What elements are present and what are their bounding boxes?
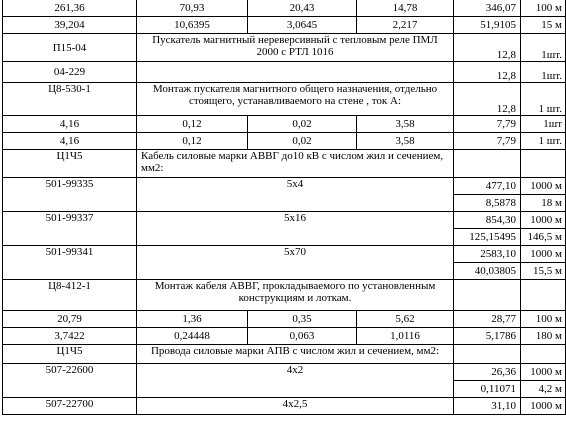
value-c: 0,35: [248, 311, 357, 328]
value-total: 28,77: [454, 311, 521, 328]
value-b: 10,6395: [137, 17, 248, 34]
table-row: [3, 212, 566, 229]
unit-cell: 18 м: [521, 195, 566, 212]
price-cell: 26,36: [454, 364, 521, 381]
code-cell: Ц8-530-1: [3, 83, 137, 116]
value-c: 20,43: [248, 0, 357, 17]
table-row: [3, 246, 566, 263]
unit-cell: 100 м: [521, 311, 566, 328]
table-row: [3, 345, 566, 364]
unit-cell: 1000 м: [521, 178, 566, 195]
price-cell: 2583,10: [454, 246, 521, 263]
code-cell: 04-229: [3, 62, 137, 83]
code-cell: Ц1Ч5: [3, 345, 137, 364]
unit-cell: 1шт: [521, 116, 566, 133]
value-c: 0,063: [248, 328, 357, 345]
value-b: 0,12: [137, 116, 248, 133]
value-total: 7,79: [454, 133, 521, 150]
unit-cell: 1шт.: [521, 62, 566, 83]
value-a: 3,7422: [3, 328, 137, 345]
code-cell: Ц1Ч5: [3, 150, 137, 178]
spec-cell: 5x70: [137, 246, 454, 280]
description-cell: [137, 62, 454, 83]
spec-cell: 4x2,5: [137, 398, 454, 415]
unit-cell: 1000 м: [521, 398, 566, 415]
table-row: [3, 150, 566, 178]
price-cell: 854,30: [454, 212, 521, 229]
price-cell: [454, 280, 521, 311]
unit-cell: 1шт.: [521, 34, 566, 62]
price-cell: 8,5878: [454, 195, 521, 212]
table-row: [3, 178, 566, 195]
spec-cell: 5x16: [137, 212, 454, 246]
unit-cell: [521, 150, 566, 178]
unit-cell: 100 м: [521, 0, 566, 17]
description-cell: Провода силовые марки АПВ с числом жил и сечением, мм2:: [137, 345, 454, 364]
table-row: [3, 398, 566, 415]
unit-cell: 146,5 м: [521, 229, 566, 246]
value-b: 0,12: [137, 133, 248, 150]
table-row: [3, 328, 566, 345]
table-row: [3, 364, 566, 381]
table-row: [3, 0, 566, 17]
value-b: 0,24448: [137, 328, 248, 345]
value-d: 3,58: [357, 133, 454, 150]
value-b: 70,93: [137, 0, 248, 17]
value-c: 0,02: [248, 133, 357, 150]
value-d: 5,62: [357, 311, 454, 328]
code-cell: 507-22600: [3, 364, 137, 398]
table-row: [3, 133, 566, 150]
value-d: 2,217: [357, 17, 454, 34]
value-a: 4,16: [3, 116, 137, 133]
value-c: 3,0645: [248, 17, 357, 34]
unit-cell: [521, 345, 566, 364]
spec-cell: 4x2: [137, 364, 454, 398]
unit-cell: [521, 280, 566, 311]
unit-cell: 1 шт.: [521, 83, 566, 116]
value-total: 5,1786: [454, 328, 521, 345]
description-cell: Монтаж кабеля АВВГ, прокладываемого по установленным конструкциям и лоткам.: [137, 280, 454, 311]
price-cell: [454, 345, 521, 364]
table-row: [3, 116, 566, 133]
value-d: 14,78: [357, 0, 454, 17]
price-cell: 12,8: [454, 34, 521, 62]
code-cell: П15-04: [3, 34, 137, 62]
code-cell: Ц8-412-1: [3, 280, 137, 311]
value-c: 0,02: [248, 116, 357, 133]
price-cell: 0,11071: [454, 381, 521, 398]
unit-cell: 4,2 м: [521, 381, 566, 398]
unit-cell: 1000 м: [521, 246, 566, 263]
value-d: 3,58: [357, 116, 454, 133]
price-cell: 40,03805: [454, 263, 521, 280]
code-cell: 501-99337: [3, 212, 137, 246]
table-row: [3, 34, 566, 62]
estimate-table: [2, 0, 566, 415]
price-cell: 12,8: [454, 62, 521, 83]
unit-cell: 15,5 м: [521, 263, 566, 280]
unit-cell: 1 шт.: [521, 133, 566, 150]
table-row: [3, 280, 566, 311]
value-b: 1,36: [137, 311, 248, 328]
description-cell: Пускатель магнитный нереверсивный с тепловым реле ПМЛ 2000 с РТЛ 1016: [137, 34, 454, 62]
code-cell: 501-99341: [3, 246, 137, 280]
estimate-table-body: [3, 0, 566, 415]
unit-cell: 1000 м: [521, 212, 566, 229]
price-cell: [454, 150, 521, 178]
table-row: [3, 17, 566, 34]
price-cell: 12,8: [454, 83, 521, 116]
value-d: 1,0116: [357, 328, 454, 345]
unit-cell: 180 м: [521, 328, 566, 345]
table-row: [3, 83, 566, 116]
value-a: 20,79: [3, 311, 137, 328]
value-total: 51,9105: [454, 17, 521, 34]
description-cell: Кабель силовые марки АВВГ до10 кВ с числом жил и сечением, мм2:: [137, 150, 454, 178]
unit-cell: 15 м: [521, 17, 566, 34]
unit-cell: 1000 м: [521, 364, 566, 381]
value-a: 4,16: [3, 133, 137, 150]
code-cell: 507-22700: [3, 398, 137, 415]
table-row: [3, 62, 566, 83]
price-cell: 31,10: [454, 398, 521, 415]
value-total: 7,79: [454, 116, 521, 133]
spec-cell: 5x4: [137, 178, 454, 212]
code-cell: 501-99335: [3, 178, 137, 212]
value-total: 346,07: [454, 0, 521, 17]
description-cell: Монтаж пускателя магнитного общего назначения, отдельно стоящего, устанавливаемого на стене , ток А:: [137, 83, 454, 116]
table-row: [3, 311, 566, 328]
value-a: 39,204: [3, 17, 137, 34]
value-a: 261,36: [3, 0, 137, 17]
price-cell: 125,15495: [454, 229, 521, 246]
price-cell: 477,10: [454, 178, 521, 195]
